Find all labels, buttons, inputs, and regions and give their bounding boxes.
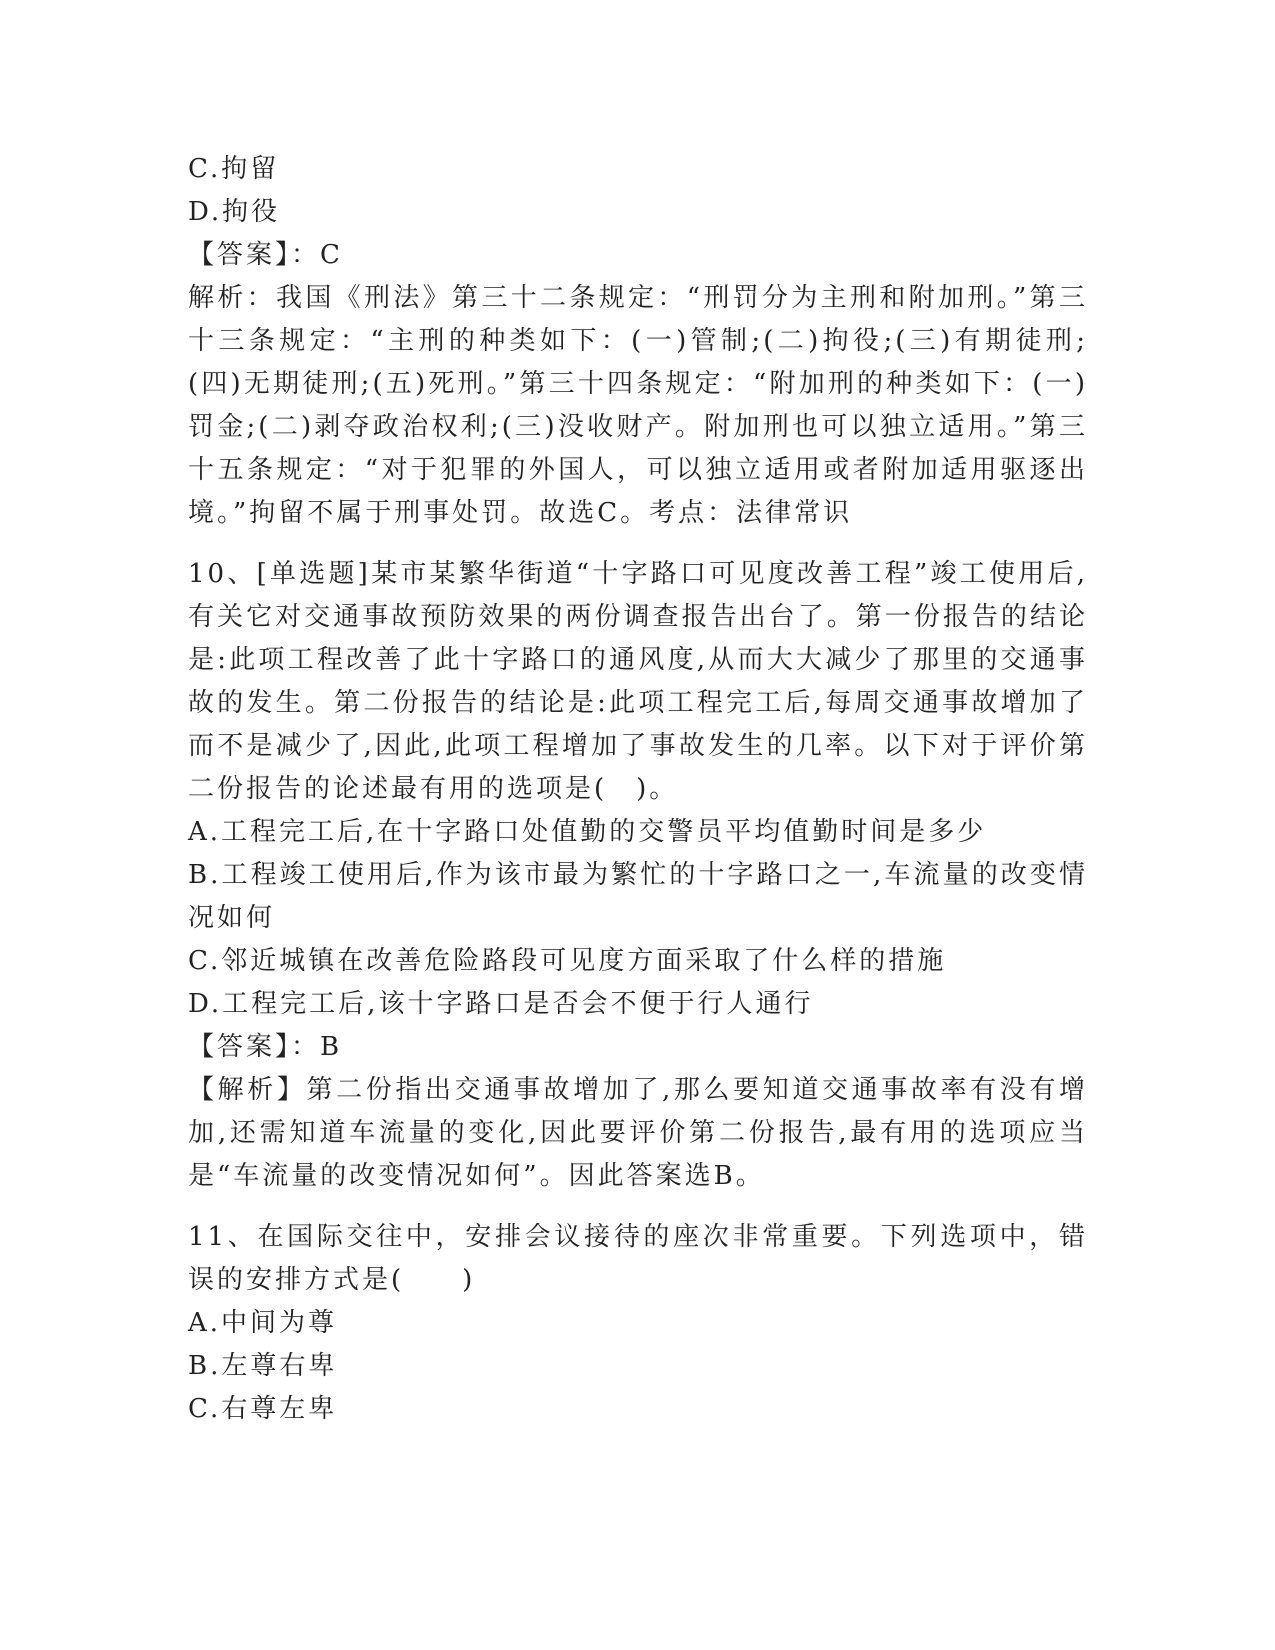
q9-answer: 【答案】：C — [188, 240, 343, 270]
q9-option-d: D.拘役 — [188, 197, 281, 227]
q10-option-b: B.工程竣工使用后,作为该市最为繁忙的十字路口之一,车流量的改变情况如何 — [188, 860, 1088, 933]
q10-option-d: D.工程完工后,该十字路口是否会不便于行人通行 — [188, 989, 814, 1019]
q10-answer: 【答案】：B — [188, 1032, 343, 1062]
question-10 — [188, 553, 1088, 1198]
page-content — [188, 148, 1088, 1431]
question-9-tail — [188, 148, 1088, 535]
question-11 — [188, 1216, 1088, 1431]
q11-stem: 11、在国际交往中，安排会议接待的座次非常重要。下列选项中，错误的安排方式是( ) — [188, 1222, 1088, 1295]
q11-option-a: A.中间为尊 — [188, 1308, 338, 1338]
q10-stem: 10、[单选题]某市某繁华街道“十字路口可见度改善工程”竣工使用后,有关它对交通事故预防效果的两份调查报告出台了。第一份报告的结论是:此项工程改善了此十字路口的通风度,从而大大减少了那里的交通事故的发生。第二份报告的结论是:此项工程完工后,每周交通事故增加了而不是减少了,因此,此项工程增加了事故发生的几率。以下对于评价第二份报告的论述最有用的选项是( )。 — [188, 559, 1088, 804]
q9-analysis: 解析：我国《刑法》第三十二条规定：“刑罚分为主刑和附加刑。”第三十三条规定：“主刑的种类如下：(一)管制;(二)拘役;(三)有期徒刑;(四)无期徒刑;(五)死刑。”第三十四条规定：“附加刑的种类如下：(一)罚金;(二)剥夺政治权利;(三)没收财产。附加刑也可以独立适用。”第三十五条规定：“对于犯罪的外国人，可以独立适用或者附加适用驱逐出境。”拘留不属于刑事处罚。故选C。考点：法律常识 — [188, 283, 1088, 528]
spacer — [188, 535, 1088, 553]
q11-option-c: C.右尊左卑 — [188, 1394, 338, 1424]
q9-option-c: C.拘留 — [188, 154, 280, 184]
q10-analysis: 【解析】第二份指出交通事故增加了,那么要知道交通事故率有没有增加,还需知道车流量的变化,因此要评价第二份报告,最有用的选项应当是“车流量的改变情况如何”。因此答案选B。 — [188, 1075, 1088, 1191]
spacer — [188, 1198, 1088, 1216]
q10-option-a: A.工程完工后,在十字路口处值勤的交警员平均值勤时间是多少 — [188, 817, 987, 847]
q10-option-c: C.邻近城镇在改善危险路段可见度方面采取了什么样的措施 — [188, 946, 947, 976]
q11-option-b: B.左尊右卑 — [188, 1351, 338, 1381]
